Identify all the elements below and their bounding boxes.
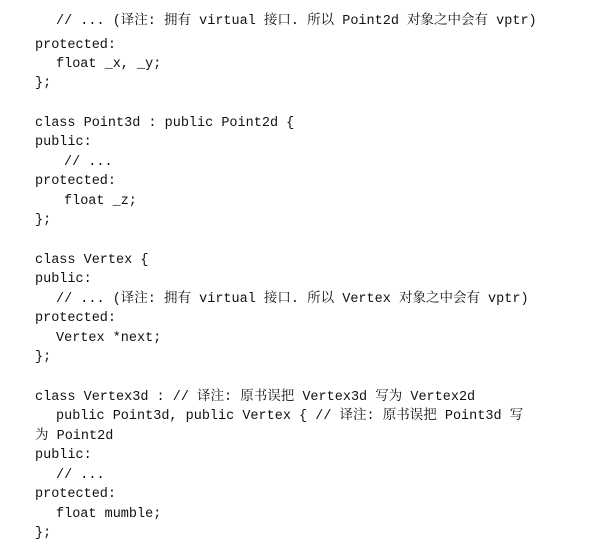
code-line: // ... (译注: 拥有 virtual 接口. 所以 Point2d 对象之中会有 vptr) [56,14,537,29]
code-line: }; [35,76,52,91]
code-line: protected: [35,487,117,502]
code-line: public: [35,448,92,463]
code-line: protected: [35,311,117,326]
code-line: protected: [35,38,117,53]
code-line: public Point3d, public Vertex { // 译注: 原书误把 Point3d 写 [56,409,524,424]
code-line: float _x, _y; [56,57,162,72]
code-line: }; [35,213,52,228]
code-line: 为 Point2d [35,429,114,444]
code-line: public: [35,272,92,287]
code-line: // ... [56,468,105,483]
code-line: public: [35,135,92,150]
code-line: Vertex *next; [56,331,162,346]
code-line: class Point3d : public Point2d { [35,116,295,131]
code-line: class Vertex3d : // 译注: 原书误把 Vertex3d 写为 Vertex2d [35,390,476,405]
code-line: }; [35,526,52,541]
code-line: // ... (译注: 拥有 virtual 接口. 所以 Vertex 对象之中会有 vptr) [56,292,529,307]
code-line: // ... [64,155,113,170]
code-line: float mumble; [56,507,162,522]
code-line: }; [35,350,52,365]
code-line: class Vertex { [35,253,149,268]
code-line: float _z; [64,194,137,209]
code-line: protected: [35,174,117,189]
